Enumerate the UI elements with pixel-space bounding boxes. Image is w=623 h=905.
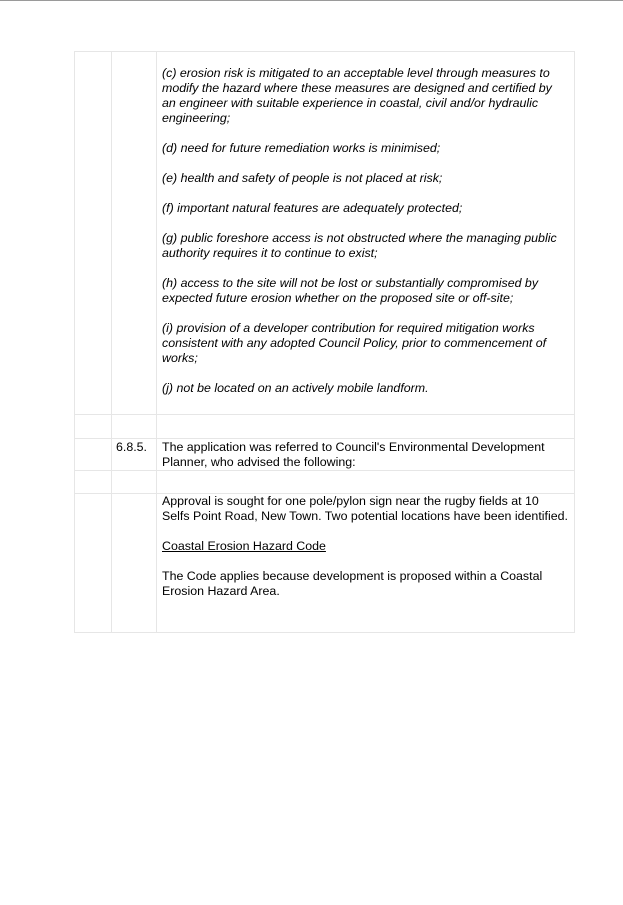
page-top-border: [0, 0, 623, 1]
referral-text: The application was referred to Council's Environmental Development Planner, who advised the following:: [162, 440, 545, 469]
section-number: 6.8.5.: [116, 440, 148, 454]
advice-intro: Approval is sought for one pole/pylon sign near the rugby fields at 10 Selfs Point Road, New Town. Two potential locations have been identified.: [162, 494, 568, 523]
criterion-h: (h) access to the site will not be lost or substantially compromised by expected future erosion whether on the proposed site or off-site;: [162, 276, 539, 305]
margin-cell: [75, 52, 112, 415]
code-heading: Coastal Erosion Hazard Code: [162, 539, 326, 553]
referral-cell: [157, 439, 575, 471]
criterion-e: (e) health and safety of people is not placed at risk;: [162, 171, 443, 185]
criteria-row: [75, 52, 575, 415]
number-cell: [112, 52, 157, 415]
advice-row: [75, 494, 575, 633]
code-applies-text: The Code applies because development is proposed within a Coastal Erosion Hazard Area.: [162, 569, 543, 598]
criterion-d: (d) need for future remediation works is minimised;: [162, 141, 441, 155]
spacer-row-2: [75, 471, 575, 494]
referral-row: [75, 439, 575, 471]
spacer-row: [75, 415, 575, 439]
section-number-cell: [112, 439, 157, 471]
advice-cell: [157, 494, 575, 633]
criterion-g: (g) public foreshore access is not obstructed where the managing public authority requires it to continue to exist;: [162, 231, 557, 260]
criterion-i: (i) provision of a developer contribution for required mitigation works consistent with any adopted Council Policy, prior to commencement of works;: [162, 321, 547, 365]
criterion-c: (c) erosion risk is mitigated to an acceptable level through measures to modify the hazard where these measures are designed and certified by an engineer with suitable experience in coastal, civil and/or hydraulic engineering;: [162, 66, 552, 125]
criterion-f: (f) important natural features are adequately protected;: [162, 201, 463, 215]
criterion-j: (j) not be located on an actively mobile landform.: [162, 381, 429, 395]
report-table: [74, 51, 575, 633]
criteria-cell: [157, 52, 575, 415]
